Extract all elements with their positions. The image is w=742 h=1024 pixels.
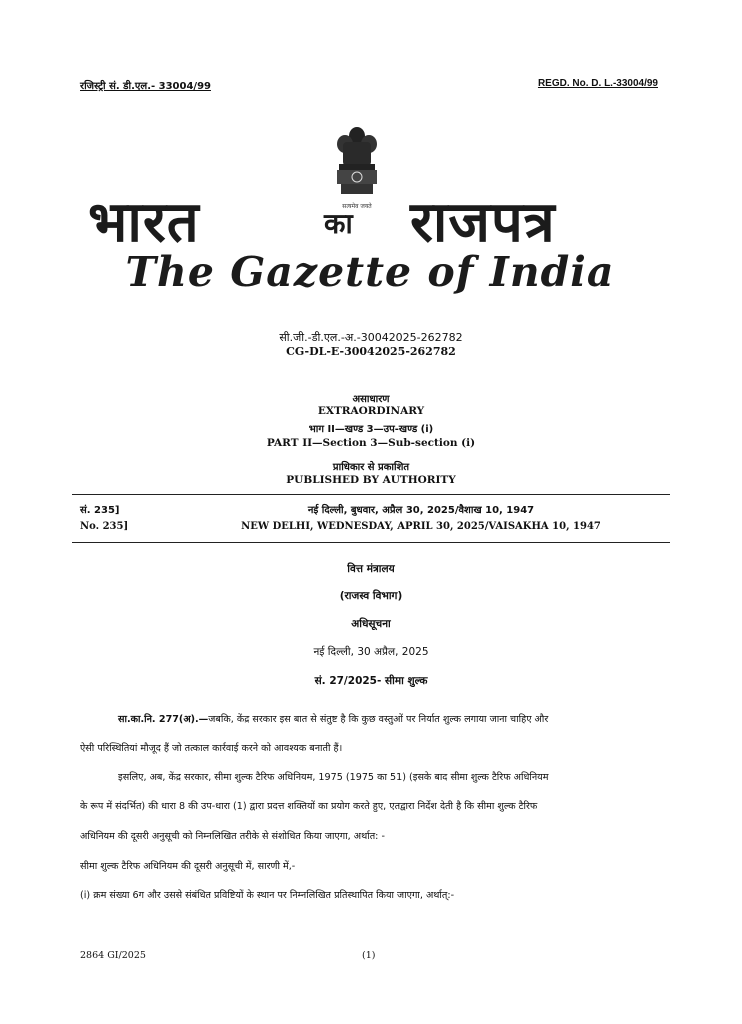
body-line-5: अधिनियम की दूसरी अनुसूची को निम्नलिखित तरीके से संशोधित किया जाएगा, अर्थात: - [80,831,385,842]
masthead-english: The Gazette of India [125,248,615,296]
gsr-number: सा.का.नि. 277(अ).— [118,714,209,725]
extraordinary-hindi: असाधारण [352,394,390,405]
masthead-hindi-word-3: राजपत्र [410,190,556,255]
body-line-1-text: जबकि, केंद्र सरकार इस बात से संतुष्ट है कि कुछ वस्तुओं पर निर्यात शुल्क लगाया जाना चाहिए और [208,714,549,725]
cg-code-hindi: सी.जी.-डी.एल.-अ.-30042025-262782 [279,331,463,344]
masthead-hindi-word-2: का [324,207,353,240]
cg-code-english: CG-DL-E-30042025-262782 [286,345,456,358]
divider-top [72,494,670,495]
body-line-6: सीमा शुल्क टैरिफ अधिनियम की दूसरी अनुसूची में, सारणी में,- [80,861,296,872]
body-line-3: इसलिए, अब, केंद्र सरकार, सीमा शुल्क टैरिफ अधिनियम, 1975 (1975 का 51) (इसके बाद सीमा शुल्क टैरिफ अधिनियम [118,772,549,783]
issue-number-english: No. 235] [80,521,129,532]
authority-english: PUBLISHED BY AUTHORITY [286,474,456,486]
masthead-hindi [84,182,658,254]
body-line-4: के रूप में संदर्भित) की धारा 8 की उप-धारा (1) द्वारा प्रदत्त शक्तियों का प्रयोग करते हुए, एतद्वारा निर्देश देती है कि सीमा शुल्क टैरिफ [80,801,538,812]
issue-date-english: NEW DELHI, WEDNESDAY, APRIL 30, 2025/VAISAKHA 10, 1947 [241,521,601,532]
registration-number-hindi: रजिस्ट्री सं. डी.एल.- 33004/99 [80,81,211,92]
part-hindi: भाग II—खण्ड 3—उप-खण्ड (i) [308,424,434,435]
extraordinary-english: EXTRAORDINARY [317,405,425,417]
body-line-1 [118,712,548,725]
part-english: PART II—Section 3—Sub-section (i) [266,437,476,449]
emblem-motto: सत्यमेव जयते [342,203,372,210]
body-line-7: (i) क्रम संख्या 6ग और उससे संबंधित प्रविष्टियों के स्थान पर निम्नलिखित प्रतिस्थापित किया जाएगा, अर्थात्:- [80,890,455,901]
footer-code: 2864 GI/2025 [80,950,146,961]
registration-number-english: REGD. No. D. L.-33004/99 [537,78,658,89]
body-line-2: ऐसी परिस्थितियां मौजूद हैं जो तत्काल कार्रवाई करने को आवश्यक बनाती हैं। [80,743,343,754]
notification-place-date: नई दिल्ली, 30 अप्रैल, 2025 [313,646,429,658]
notification-number: सं. 27/2025- सीमा शुल्क [314,675,428,687]
page-number: (1) [362,950,376,961]
issue-date-hindi: नई दिल्ली, बुधवार, अप्रैल 30, 2025/वैशाख 10, 1947 [307,505,535,516]
notification-heading: अधिसूचना [351,618,391,630]
masthead-hindi-word-1: भारत [88,190,200,255]
divider-bottom [72,542,670,543]
authority-hindi: प्राधिकार से प्रकाशित [332,462,410,473]
department-heading: (राजस्व विभाग) [339,590,403,602]
issue-number-hindi: सं. 235] [80,505,120,516]
ministry-heading: वित्त मंत्रालय [347,563,395,575]
